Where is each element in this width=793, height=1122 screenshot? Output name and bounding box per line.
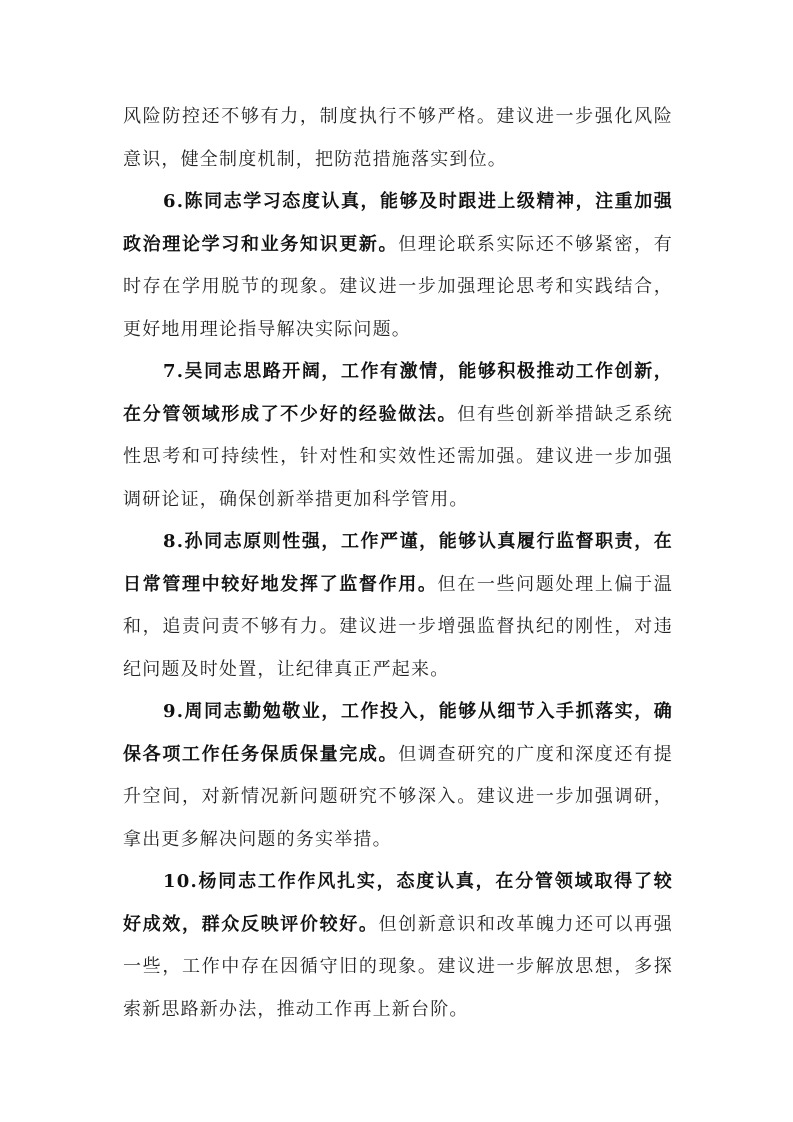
paragraph-lead: 6.陈同志学习态度认真，能够及时跟进上级精神，注重加强政治理论学习和业务知识更新。: [123, 191, 673, 255]
paragraph-body: 但调查研究的广度和深度还有提升空间，对新情况新问题研究不够深入。建议进一步加强调研，拿出更多解决问题的务实举措。: [123, 743, 673, 850]
paragraph-lead: 8.孙同志原则性强，工作严谨，能够认真履行监督职责，在日常管理中较好地发挥了监督作用。: [123, 531, 673, 595]
paragraph-lead: 10.杨同志工作作风扎实，态度认真，在分管领域取得了较好成效，群众反映评价较好。: [123, 871, 673, 935]
paragraph-lead: 7.吴同志思路开阔，工作有激情，能够积极推动工作创新，在分管领域形成了不少好的经验做法。: [123, 361, 673, 425]
paragraph-item-9: [123, 691, 673, 861]
paragraph-body: 风险防控还不够有力，制度执行不够严格。建议进一步强化风险意识，健全制度机制，把防范措施落实到位。: [123, 106, 673, 170]
paragraph-body: 但理论联系实际还不够紧密，有时存在学用脱节的现象。建议进一步加强理论思考和实践结合，更好地用理论指导解决实际问题。: [123, 233, 673, 340]
paragraph-lead: 9.周同志勤勉敬业，工作投入，能够从细节入手抓落实，确保各项工作任务保质保量完成。: [123, 701, 673, 765]
paragraph-body: 但在一些问题处理上偏于温和，追责问责不够有力。建议进一步增强监督执纪的刚性，对违纪问题及时处置，让纪律真正严起来。: [123, 573, 673, 680]
paragraph-item-10: [123, 861, 673, 1031]
paragraph-continuation: [123, 96, 673, 181]
paragraph-item-6: [123, 181, 673, 351]
paragraph-body: 但创新意识和改革魄力还可以再强一些，工作中存在因循守旧的现象。建议进一步解放思想，多探索新思路新办法，推动工作再上新台阶。: [123, 913, 674, 1020]
paragraph-item-8: [123, 521, 673, 691]
paragraph-item-7: [123, 351, 673, 521]
paragraph-body: 但有些创新举措缺乏系统性思考和可持续性，针对性和实效性还需加强。建议进一步加强调研论证，确保创新举措更加科学管用。: [123, 403, 673, 510]
document-body: [123, 96, 673, 1031]
